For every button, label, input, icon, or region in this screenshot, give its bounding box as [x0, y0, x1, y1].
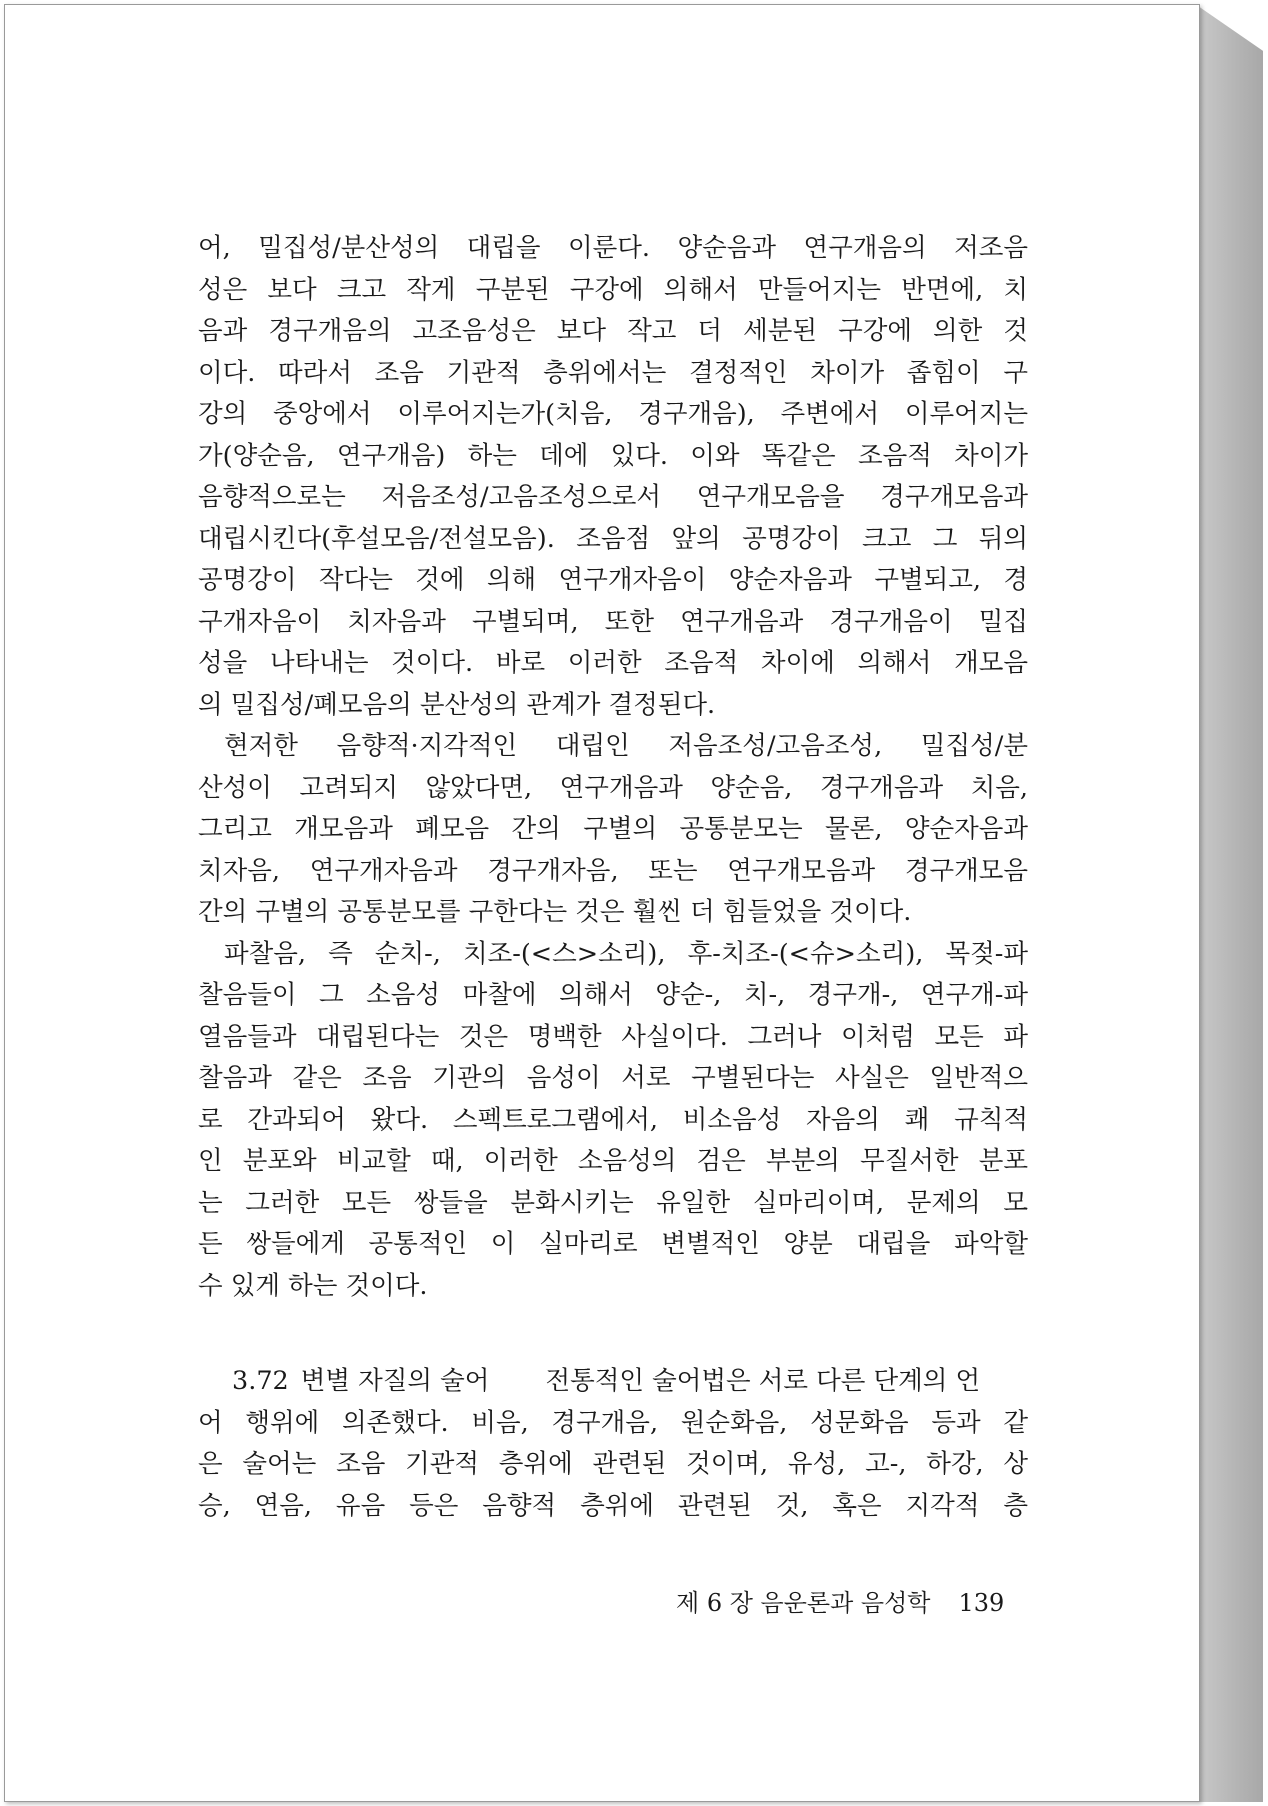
text-line: 어 행위에 의존했다. 비음, 경구개음, 원순화음, 성문화음 등과 같: [198, 1407, 1028, 1438]
running-footer: [676, 1583, 1016, 1618]
paragraph-1: [198, 228, 1028, 726]
text-line: 열음들과 대립된다는 것은 명백한 사실이다. 그러나 이처럼 모든 파: [198, 1021, 1028, 1052]
section-first-line-text: 전통적인 술어법은 서로 다른 단계의 언: [545, 1366, 981, 1396]
text-line: 대립시킨다(후설모음/전설모음). 조음점 앞의 공명강이 크고 그 뒤의: [198, 523, 1028, 554]
text-line: 성은 보다 크고 작게 구분된 구강에 의해서 만들어지는 반면에, 치: [198, 274, 1028, 305]
text-line: 은 술어는 조음 기관적 층위에 관련된 것이며, 유성, 고-, 하강, 상: [198, 1449, 1028, 1479]
text-line: 공명강이 작다는 것에 의해 연구개자음이 양순자음과 구별되고, 경: [198, 565, 1028, 595]
section-number: 3.72: [232, 1366, 289, 1396]
text-line: 는 그러한 모든 쌍들을 분화시키는 유일한 실마리이며, 문제의 모: [198, 1187, 1028, 1218]
text-line: 성을 나타내는 것이다. 바로 이러한 조음적 차이에 의해서 개모음: [198, 648, 1028, 678]
section-heading-line: [198, 1361, 1028, 1403]
text-line: 로 간과되어 왔다. 스펙트로그램에서, 비소음성 자음의 쾌 규칙적: [198, 1104, 1028, 1135]
paragraph-2: [198, 726, 1028, 934]
page-number: 139: [958, 1589, 1005, 1617]
text-line: 든 쌍들에게 공통적인 이 실마리로 변별적인 양분 대립을 파악할: [198, 1229, 1028, 1259]
text-line: 강의 중앙에서 이루어지는가(치음, 경구개음), 주변에서 이루어지는: [198, 399, 1028, 429]
text-line: 간의 구별의 공통분모를 구한다는 것은 훨씬 더 힘들었을 것이다.: [198, 897, 912, 927]
text-line: 음향적으로는 저음조성/고음조성으로서 연구개모음을 경구개모음과: [198, 482, 1028, 512]
page-stack-edge: [1198, 6, 1263, 1802]
body-text: [198, 228, 1028, 1527]
paragraph-3: [198, 934, 1028, 1308]
text-line: 찰음과 같은 조음 기관의 음성이 서로 구별된다는 사실은 일반적으: [198, 1063, 1028, 1093]
text-line: 음과 경구개음의 고조음성은 보다 작고 더 세분된 구강에 의한 것: [198, 316, 1028, 346]
text-line: 구개자음이 치자음과 구별되며, 또한 연구개음과 경구개음이 밀집: [198, 606, 1028, 637]
text-line: 승, 연음, 유음 등은 음향적 층위에 관련된 것, 혹은 지각적 층: [198, 1490, 1028, 1521]
text-line: 그리고 개모음과 폐모음 간의 구별의 공통분모는 물론, 양순자음과: [198, 814, 1028, 844]
text-line: 이다. 따라서 조음 기관적 층위에서는 결정적인 차이가 좁힘이 구: [198, 357, 1028, 388]
text-line: 산성이 고려되지 않았다면, 연구개음과 양순음, 경구개음과 치음,: [198, 772, 1028, 803]
text-line: 어, 밀집성/분산성의 대립을 이룬다. 양순음과 연구개음의 저조음: [198, 233, 1028, 263]
text-line: 인 분포와 비교할 때, 이러한 소음성의 검은 부분의 무질서한 분포: [198, 1146, 1028, 1176]
text-line: 수 있게 하는 것이다.: [198, 1270, 428, 1301]
section-3-72: [198, 1361, 1028, 1527]
text-line: 치자음, 연구개자음과 경구개자음, 또는 연구개모음과 경구개모음: [198, 855, 1028, 886]
text-line: 현저한 음향적·지각적인 대립인 저음조성/고음조성, 밀집성/분: [224, 731, 1028, 761]
section-title: 변별 자질의 술어: [300, 1366, 490, 1396]
text-line: 가(양순음, 연구개음) 하는 데에 있다. 이와 똑같은 조음적 차이가: [198, 440, 1028, 471]
text-line: 의 밀집성/폐모음의 분산성의 관계가 결정된다.: [198, 689, 716, 720]
text-line: 찰음들이 그 소음성 마찰에 의해서 양순-, 치-, 경구개-, 연구개-파: [198, 980, 1028, 1010]
text-line: 파찰음, 즉 순치-, 치조-(<스>소리), 후-치조-(<슈>소리), 목젖-파: [224, 938, 1028, 969]
chapter-title: 제 6 장 음운론과 음성학: [676, 1589, 931, 1617]
